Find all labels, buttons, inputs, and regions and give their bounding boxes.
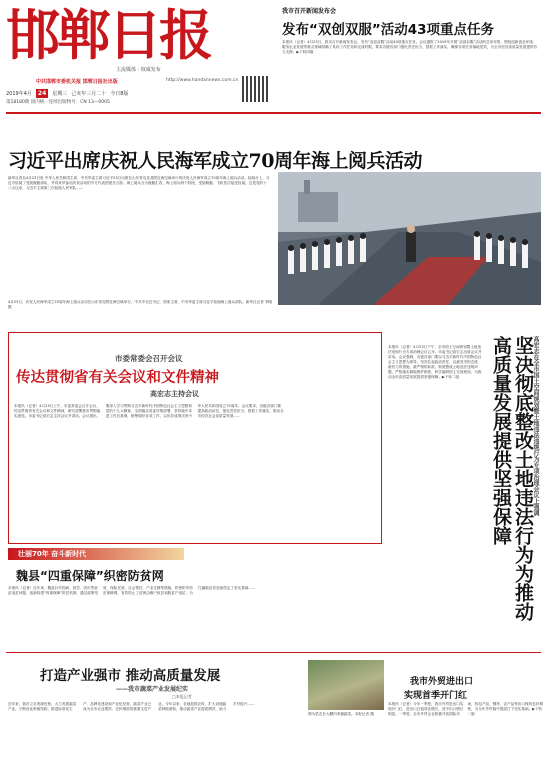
bottom-right-headline-1[interactable]: 我市外贸进出口 [410, 677, 474, 687]
top-right-kicker: 我市召开新闻发布会 [282, 8, 337, 15]
qr-code-icon[interactable] [242, 76, 268, 102]
top-right-headline[interactable]: 发布“双创双服”活动43项重点任务 [282, 22, 495, 38]
date-text: 2019年4月 [6, 91, 32, 97]
right-column-headline[interactable]: 坚决彻底整改土地违法行为为推动高质量发展提供坚强保障 [490, 336, 534, 621]
lunar-date: 己亥年三月二十 [71, 91, 107, 97]
publisher-line: 中共邯郸市委机关报 邯郸日报社出版 [36, 79, 118, 85]
naval-review-illustration [278, 172, 541, 305]
newspaper-logo: 邯郸日报 [6, 3, 210, 67]
section2-body: 本报讯（记者）4月23日上午，市委常委会召开会议，传达贯彻省有关会议和文件精神，研究部署我市贯彻落实意见。市委书记高宏志主持会议并讲话。会议指出，要深入学习贯彻习近平新时代中国特色社会主义思想和党的十九大精神，全面落实省委决策部署，坚持稳中求进工作总基调，统筹做好各项工作，以优异成绩庆祝中华人民共和国成立70周年。会议要求，各级各部门要提高政治站位，强化责任担当，狠抓工作落实，推动全市经济社会高质量发展…… [14, 404, 284, 418]
issn-line: 第18180期 国内统一连续出版物号：CN 13—0005 [6, 100, 110, 105]
date-bar [6, 88, 276, 99]
masthead-slogan: 主流媒体 · 权威发布 [116, 67, 161, 73]
section2-headline[interactable]: 传达贯彻省有关会议和文件精神 [16, 370, 219, 386]
weekday: 星期三 [52, 91, 68, 97]
date-day-badge: 24 [37, 90, 47, 97]
lead-headline[interactable]: 习近平出席庆祝人民海军成立70周年海上阅兵活动 [8, 150, 422, 172]
page-count: 今日8版 [110, 91, 129, 97]
section3-body: 本报讯（记者）近年来，魏县针对因病、因学、因灾等致贫返贫问题，创新构建“四重保障”防贫机制，通过政策兜底、保险托底、社会帮扶、产业支撑等措施，织密织牢防贫保障网，有效防止了贫困边缘户致贫和脱贫户返贫，为打赢脱贫攻坚战奠定了坚实基础…… [8, 586, 256, 595]
masthead-url[interactable]: http://www.handannews.com.cn [166, 78, 239, 83]
lead-photo[interactable] [278, 172, 541, 305]
masthead [6, 4, 271, 99]
right-column-body: 本报讯（记者）4月23日下午，全市国土空间规划暨土地违法违规行为专项治理会议召开。市委书记高宏志出席会议并讲话。会议强调，各级各部门要以习近平新时代中国特色社会主义思想为指导，坚决扛起政治责任，以最坚决的态度、最有力的措施、最严格的标准，彻底整改土地违法违规问题，严格落实耕地保护制度，科学编制国土空间规划，为推动全市高质量发展提供坚强保障。▶下转二版 [388, 345, 482, 379]
right-column-kicker: 高宏志在全市国土空间规划暨土地违法违规行为专项治理会议上强调 [532, 336, 539, 516]
lead-body: 新华社青岛4月23日电 中华人民共和国主席、中央军委主席习近平23日出席在山东青岛及其附近海空域举行的庆祝人民海军成立70周年海上阅兵活动。检阅台上，习近平检阅了受阅舰艇部队，并同来华参加庆祝活动的外方代表团团长合影。海上阅兵分为舰艇汇攻、海上阅兵两个阶段，受阅舰艇、飞机依次接受检阅。这是党的十八大以来，习近平主席第三次检阅人民军队…… [8, 176, 270, 190]
bottom-photo-caption: 图为菜农在大棚内采摘蔬菜。本报记者 摄 [308, 712, 374, 716]
lead-divider [6, 112, 541, 114]
bottom-author: □本报记者 [172, 694, 192, 699]
section2-subtitle: 高宏志主持会议 [150, 390, 199, 398]
bottom-right-headline-2[interactable]: 实现首季开门红 [404, 691, 468, 701]
section2-kicker: 市委常委会召开会议 [115, 354, 183, 363]
section3-headline[interactable]: 魏县“四重保障”织密防贫网 [16, 569, 164, 583]
bottom-right-body: 本报讯（记者）今年一季度，我市外贸进出口实现开门红，进出口总值同比增长，其中出口增长明显。一季度，全市外贸企业积极开拓国际市场，机电产品、钢材、农产品等出口保持良好增势，为全年外贸稳中提质打下坚实基础。▶下转二版 [388, 702, 543, 716]
bottom-photo[interactable] [308, 660, 384, 710]
lead-photo-caption: 4月23日，庆祝人民海军成立70周年海上阅兵活动在山东青岛附近海空域举行。中共中央总书记、国家主席、中央军委主席习近平检阅海上阅兵部队。新华社记者 李刚 摄 [8, 300, 273, 309]
top-right-body: 本报讯（记者）4月23日，我市召开新闻发布会，发布“双创双服”活动43项重点任务。会议通报了2019年开展“双创双服”活动的总体安排，围绕创新创业环境、服务企业发展等重点领域明确了具体工作任务和完成时限，要求各级各部门强化责任担当，狠抓工作落实，确保各项任务落地见效，为全市经济高质量发展提供有力支撑。▶下转四版 [282, 40, 538, 54]
section3-banner: 壮丽70年 奋斗新时代 [8, 548, 184, 560]
bottom-headline[interactable]: 打造产业强市 推动高质量发展 [40, 668, 221, 684]
bottom-subtitle: ——我市蔬菜产业发展纪实 [116, 686, 189, 693]
bottom-body: 近年来，我市立足资源优势，大力发展蔬菜产业，不断优化种植结构，推进标准化生产、品牌化建设和产业化经营，蔬菜产业已成为全市农业增效、农民增收的重要支柱产业。今年以来，各地抢抓农时，扩大设施蔬菜种植面积，推动蔬菜产业提质增效，助力乡村振兴…… [8, 702, 255, 711]
bottom-divider [6, 652, 541, 653]
